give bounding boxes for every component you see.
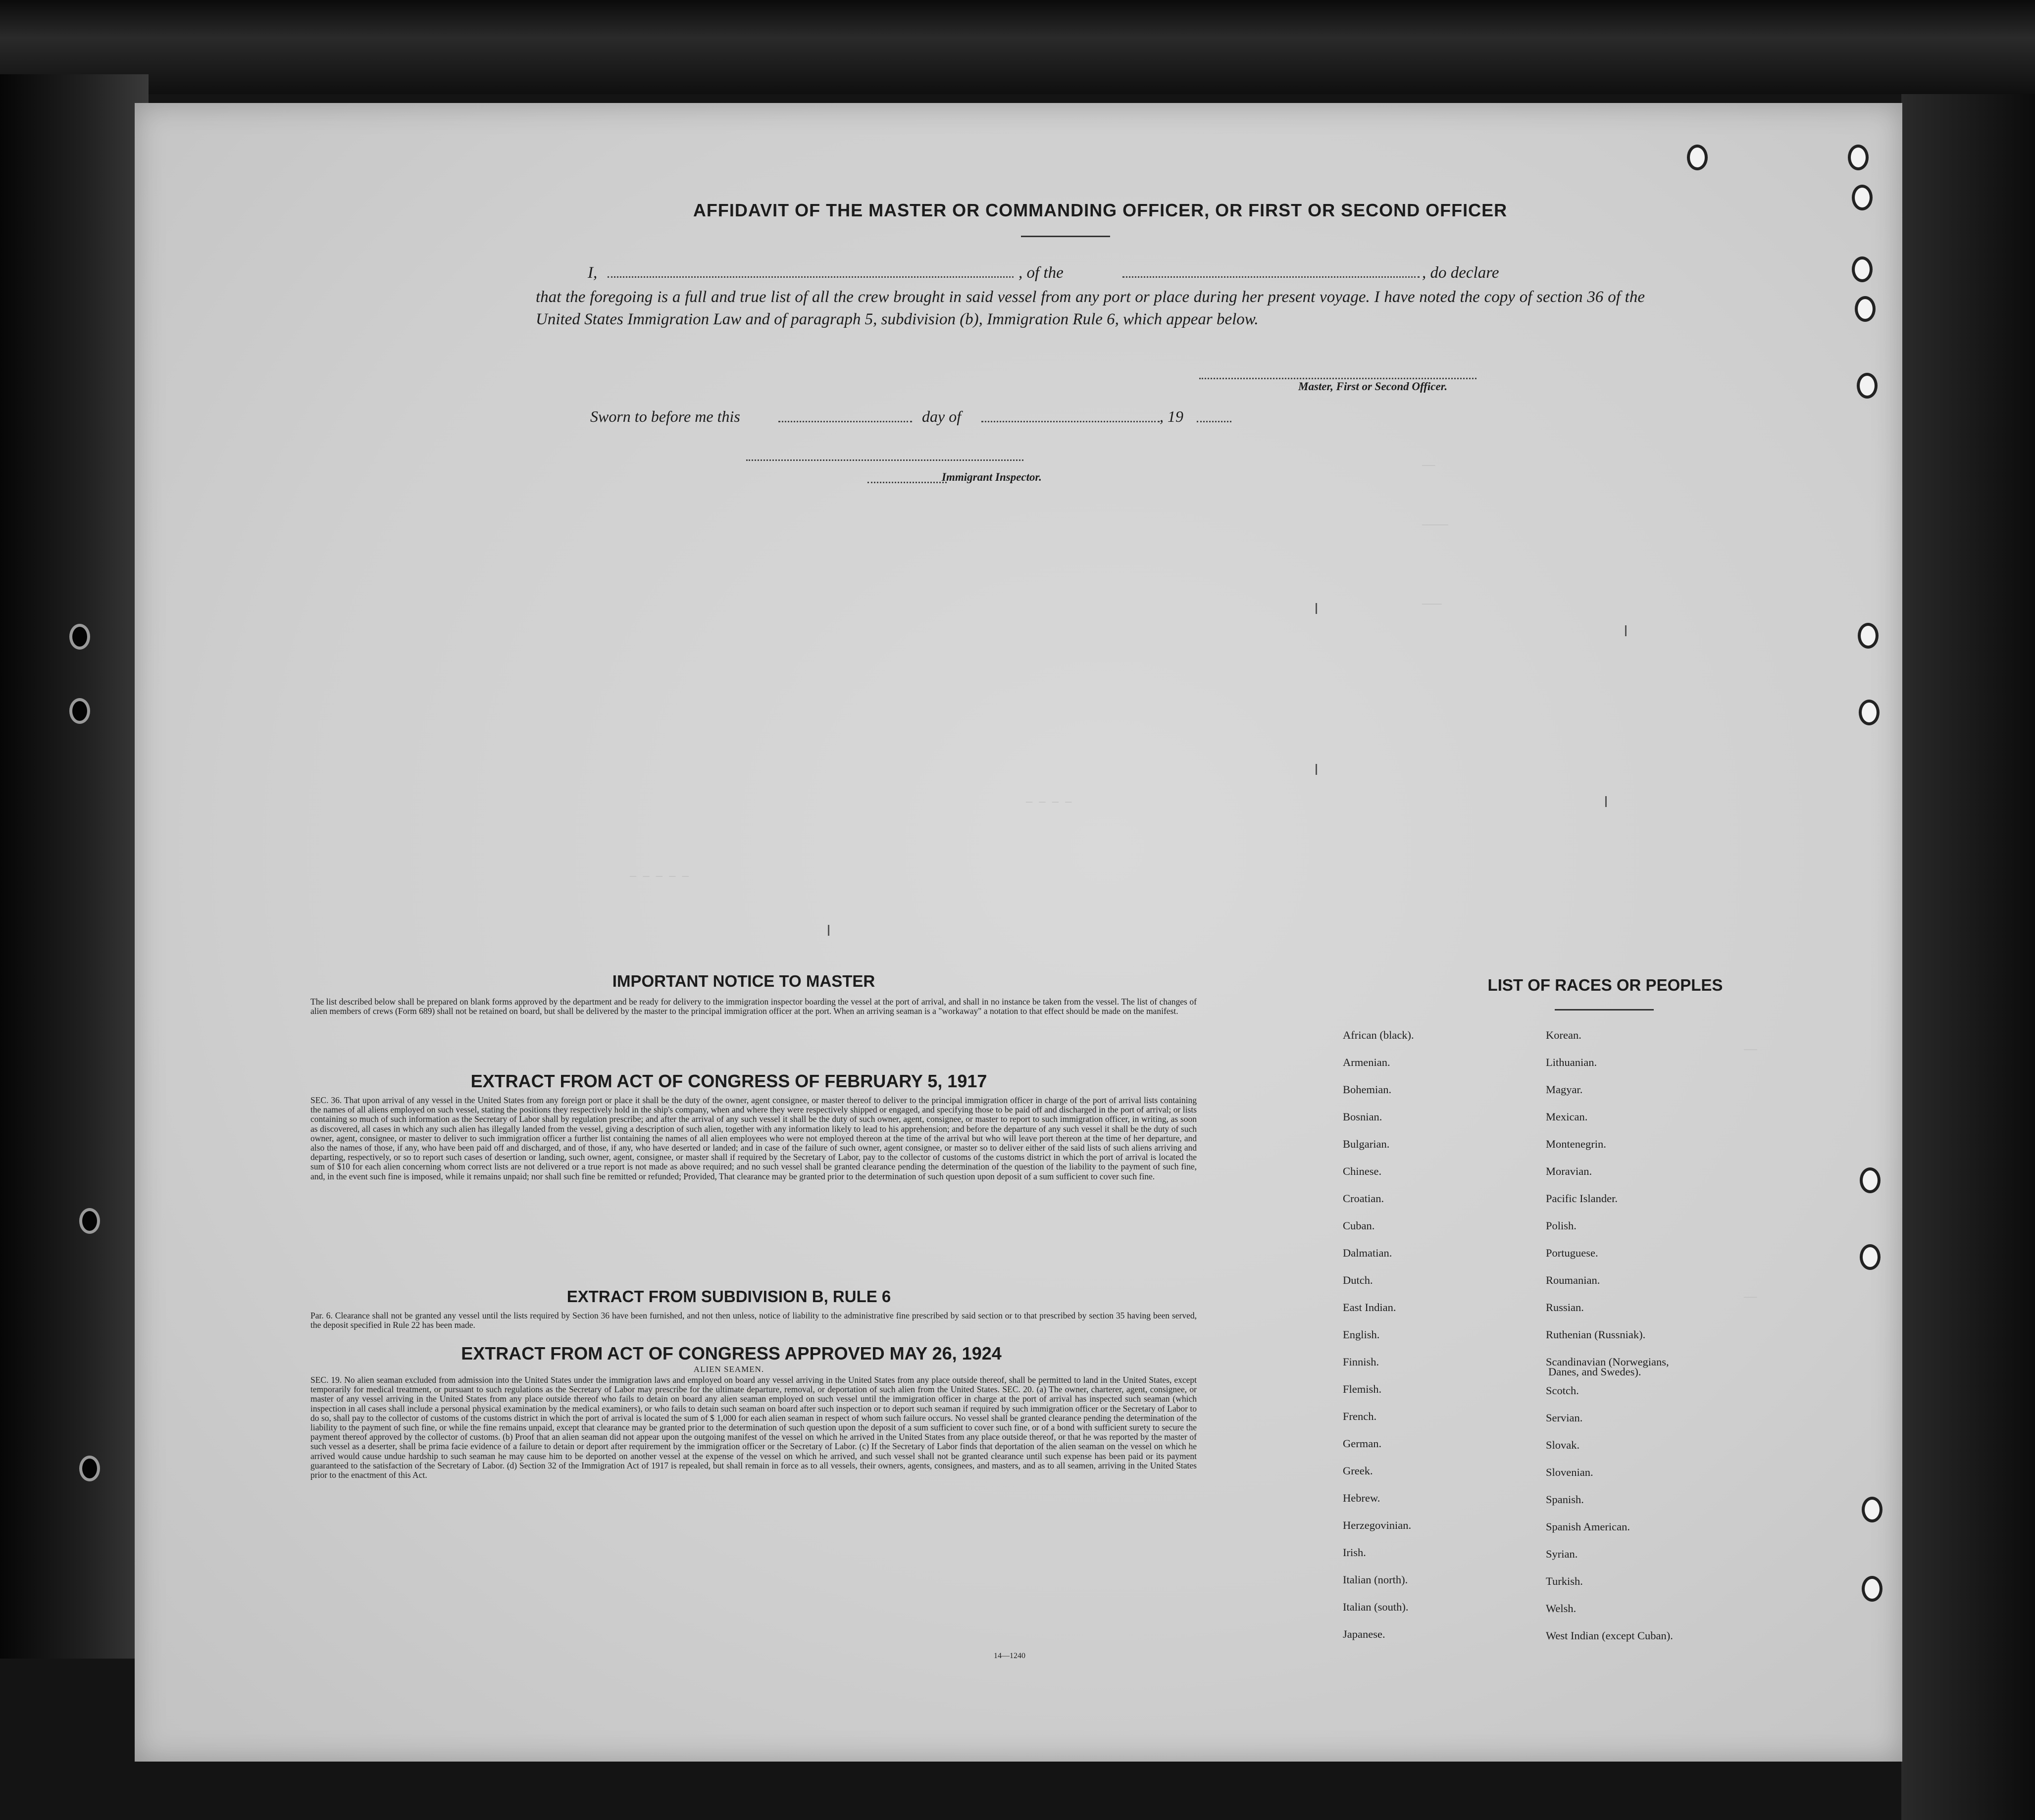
extract-1924-title: EXTRACT FROM ACT OF CONGRESS APPROVED MAY 26, 1924 (461, 1343, 1002, 1364)
section-19-20-text: SEC. 19. No alien seaman excluded from admission into the United States under the immigration laws and employed on board any vessel arriving in the United States from any place outside thereof, shall be permitted to land in the United States, except temporarily for medical treatment, or pursuant to such regulations as the Secretary of Labor may prescribe for the ultimate departure, removal, or deportation of such alien from the United States. SEC. 20. (a) The owner, charterer, agent, consignee, or master of any vessel arriving in the United States from any place outside thereof who fails to detain on board any alien seaman employed on such vessel until the immigration officer in charge at the port of arrival has inspected such seaman (which inspection in all cases shall include a personal physical examination by the medical examiners), or who fails to detain such seaman on board after such inspection or to deport such seaman if required by such immigration officer or the Secretary of Labor to do so, shall pay to the collector of customs of the customs district in which the port of arrival is located the sum of $ 1,000 for each alien seaman in respect of whom such failure occurs. No vessel shall be granted clearance pending the determination of the liability to the payment of such fine, or while the fine remains unpaid, except that clearance may be granted prior to the determination of such question upon the deposit of a sum sufficient to cover such fine, or of a bond with sufficient surety to secure the payment thereof approved by the collector of customs. (b) Proof that an alien seaman did not appear upon the outgoing manifest of the vessel on which he arrived in the United States from any place outside thereof, or that he was reported by the master of such vessel as a deserter, shall be prima facie evidence of a failure to detain or deport after requirement by the immigration officer or the Secretary of Labor. (c) If the Secretary of Labor finds that deportation of the alien seaman on the vessel on which he arrived would cause undue hardship to such seaman he may cause him to be deported on another vessel at the expense of the vessel on which he arrived, and such vessel shall not be granted clearance until such expense has been paid or its payment guaranteed to the satisfaction of the Secretary of Labor. (d) Section 32 of the Immigration Act of 1917 is repealed, but shall remain in force as to all vessels, their owners, agents, consignees, and masters, and as to all seamen, arriving in the United States prior to the enactment of this Act. (310, 1375, 1197, 1480)
bleed-through-mark: — — — — (1026, 796, 1072, 809)
affidavit-i-label: I, (588, 264, 598, 282)
stray-mark (828, 925, 829, 936)
inspector-caption: Immigrant Inspector. (942, 471, 1042, 483)
race-item: Russian. (1546, 1301, 1584, 1314)
race-item: Irish. (1343, 1546, 1366, 1559)
race-item: Slovak. (1546, 1439, 1580, 1451)
race-item: Herzegovinian. (1343, 1519, 1412, 1531)
race-item: Turkish. (1546, 1575, 1583, 1587)
bleed-through-mark: ——— (1422, 598, 1442, 610)
race-item: Finnish. (1343, 1356, 1379, 1368)
race-item: African (black). (1343, 1029, 1414, 1041)
race-item: Scandinavian (Norwegians, (1546, 1356, 1669, 1368)
stray-mark (1605, 796, 1607, 807)
race-item: Slovenian. (1546, 1466, 1593, 1478)
inspector-line-upper (746, 459, 1023, 461)
race-item: Dutch. (1343, 1274, 1373, 1286)
notice-text: The list described below shall be prepared on blank forms approved by the department and be ready for delivery to the immigration inspector boarding the vessel at the port of arrival, and shall in no instance be taken from the vessel. The list of changes of alien members of crews (Form 689) shall not be retained on board, but shall be delivered by the master to the principal immigration officer at the port. When an arriving seaman is a "workaway" a notation to that effect should be made on the manifest. (310, 997, 1197, 1016)
race-item: East Indian. (1343, 1301, 1396, 1314)
punch-hole (1687, 145, 1708, 170)
punch-hole (1857, 373, 1878, 399)
race-item: Magyar. (1546, 1083, 1583, 1096)
scan-border-left (0, 74, 149, 1659)
binder-hole (69, 624, 90, 650)
race-item: Roumanian. (1546, 1274, 1600, 1286)
punch-hole (1859, 700, 1880, 725)
sworn-year-line (1197, 421, 1231, 422)
stray-mark (1316, 603, 1317, 614)
race-item: Ruthenian (Russniak). (1546, 1328, 1646, 1341)
race-item: Polish. (1546, 1219, 1577, 1232)
stray-mark (1316, 764, 1317, 775)
sworn-text: Sworn to before me this (590, 407, 740, 425)
extract-1917-title: EXTRACT FROM ACT OF CONGRESS OF FEBRUARY 5, 1917 (470, 1071, 987, 1091)
race-item: German. (1343, 1437, 1382, 1450)
affidavit-title: AFFIDAVIT OF THE MASTER OR COMMANDING OFFICER, OR FIRST OR SECOND OFFICER (693, 200, 1508, 220)
year-label: , 19 (1160, 407, 1183, 425)
sworn-day-line (778, 421, 912, 422)
name-blank-line (608, 276, 1014, 278)
affidavit-body: that the foregoing is a full and true list of all the crew brought in said vessel from any port or place during her present voyage. I have noted the copy of section 36 of the United States Immigration Law and of paragraph 5, subdivision (b), Immigration Rule 6, which appear below. (536, 288, 1645, 328)
day-of-label: day of (922, 407, 962, 425)
race-item: Moravian. (1546, 1165, 1592, 1177)
binder-hole (79, 1208, 100, 1234)
extract-rule6-title: EXTRACT FROM SUBDIVISION B, RULE 6 (566, 1287, 891, 1306)
race-item: Croatian. (1343, 1192, 1384, 1205)
punch-hole (1862, 1497, 1882, 1522)
bleed-through-mark: — — — — — (630, 870, 689, 883)
punch-hole (1855, 296, 1876, 322)
affidavit-of-the-label: , of the (1018, 264, 1064, 282)
race-item: Chinese. (1343, 1165, 1382, 1177)
race-item: Scotch. (1546, 1384, 1579, 1397)
race-item: Lithuanian. (1546, 1056, 1597, 1068)
section-36-text: SEC. 36. That upon arrival of any vessel in the United States from any foreign port or place it shall be the duty of the owner, agent consignee, or master thereof to deliver to the principal immigration officer in charge of the port of arrival lists containing the names of all aliens employed on such vessel, stating the positions they respectively hold in the ship's company, when and where they were respectively shipped or engaged, and specifying those to be paid off and discharged in the port of arrival; or lists containing so much of such information as the Secretary of Labor shall by regulation prescribe; and after the arrival of any such vessel it shall be the duty of such owner, agent, consignee, or master to report to such immigration officer, in writing, as soon as discovered, all cases in which any such alien has illegally landed from the vessel, giving a description of such alien, together with any information likely to lead to his apprehension; and before the departure of any such vessel it shall be the duty of such owner, agent, consignee, or master to deliver to such immigration officer a further list containing the names of all alien employees who were not employed thereon at the time of the arrival but who will leave port thereon at the time of her departure, and also the names of those, if any, who have been paid off and discharged, and of those, if any, who have deserted or landed; and in case of the failure of such owner, agent consignee, or master so to deliver either of the said lists of such aliens arriving and departing, respectively, or so to report such cases of desertion or landing, such owner, agent, consignee, or master shall if required by the Secretary of Labor, pay to the collector of customs of the customs district in which the port of arrival is located the sum of $10 for each alien concerning whom correct lists are not delivered or a true report is not made as above required; and no such vessel shall be granted clearance pending the determination of the question of the liability to the payment of such fine, and, in the event such fine is imposed, while it remains unpaid; nor shall such fine be remitted or refunded; Provided, That clearance may be granted prior to the determination of such question upon deposit of a sum sufficient to cover such fine. (310, 1095, 1197, 1181)
title-underline (1021, 236, 1110, 237)
race-item: Bosnian. (1343, 1111, 1382, 1123)
race-item: Syrian. (1546, 1548, 1578, 1560)
race-item-continuation: Danes, and Swedes). (1548, 1365, 1641, 1378)
race-item: Japanese. (1343, 1628, 1385, 1640)
vessel-blank-line (1122, 276, 1420, 278)
race-item: Italian (south). (1343, 1601, 1409, 1613)
punch-hole (1858, 623, 1879, 649)
race-item: Servian. (1546, 1412, 1583, 1424)
paragraph-6-text: Par. 6. Clearance shall not be granted any vessel until the lists required by Section 36 have been furnished, and not then unless, notice of liability to the administrative fine prescribed by said section or to that prescribed by section 35 having been served, the deposit specified in Rule 22 has been made. (310, 1311, 1197, 1330)
signature-line (1199, 378, 1476, 379)
race-item: West Indian (except Cuban). (1546, 1629, 1673, 1642)
race-item: Greek. (1343, 1465, 1373, 1477)
inspector-line-lower (867, 482, 947, 483)
races-title-underline (1555, 1009, 1654, 1011)
race-item: Welsh. (1546, 1602, 1577, 1615)
punch-hole (1860, 1167, 1881, 1193)
race-item: Pacific Islander. (1546, 1192, 1618, 1205)
binder-hole (69, 698, 90, 724)
signer-caption: Master, First or Second Officer. (1298, 380, 1448, 393)
document-page (135, 103, 1902, 1762)
races-list-title: LIST OF RACES OR PEOPLES (1487, 976, 1723, 994)
race-item: Spanish. (1546, 1493, 1584, 1506)
notice-title: IMPORTANT NOTICE TO MASTER (612, 972, 875, 990)
race-item: Cuban. (1343, 1219, 1375, 1232)
bleed-through-mark: ———— (1422, 519, 1448, 531)
race-item: English. (1343, 1328, 1380, 1341)
race-item: Bulgarian. (1343, 1138, 1390, 1150)
race-item: Mexican. (1546, 1111, 1588, 1123)
form-number: 14—1240 (994, 1652, 1025, 1660)
stray-mark (1625, 625, 1627, 636)
punch-hole (1860, 1244, 1881, 1270)
punch-hole (1862, 1576, 1882, 1602)
scan-border-top (0, 0, 2035, 94)
race-item: Italian (north). (1343, 1573, 1408, 1586)
race-item: Spanish American. (1546, 1520, 1630, 1533)
race-item: Korean. (1546, 1029, 1581, 1041)
race-item: Portuguese. (1546, 1247, 1598, 1259)
bleed-through-mark: —— (1744, 1044, 1757, 1056)
affidavit-declare-label: , do declare (1422, 264, 1499, 282)
scan-border-right (1901, 94, 2035, 1820)
race-item: Bohemian. (1343, 1083, 1392, 1096)
race-item: French. (1343, 1410, 1377, 1422)
binder-hole (79, 1456, 100, 1481)
race-item: Hebrew. (1343, 1492, 1380, 1504)
punch-hole (1848, 145, 1869, 170)
race-item: Flemish. (1343, 1383, 1382, 1395)
bleed-through-mark: —— (1422, 459, 1435, 472)
punch-hole (1852, 185, 1873, 210)
bleed-through-mark: —— (1744, 1291, 1757, 1304)
race-item: Dalmatian. (1343, 1247, 1392, 1259)
alien-seamen-subtitle: ALIEN SEAMEN. (693, 1365, 764, 1374)
race-item: Montenegrin. (1546, 1138, 1606, 1150)
sworn-month-line (981, 421, 1160, 422)
punch-hole (1852, 256, 1873, 282)
race-item: Armenian. (1343, 1056, 1390, 1068)
